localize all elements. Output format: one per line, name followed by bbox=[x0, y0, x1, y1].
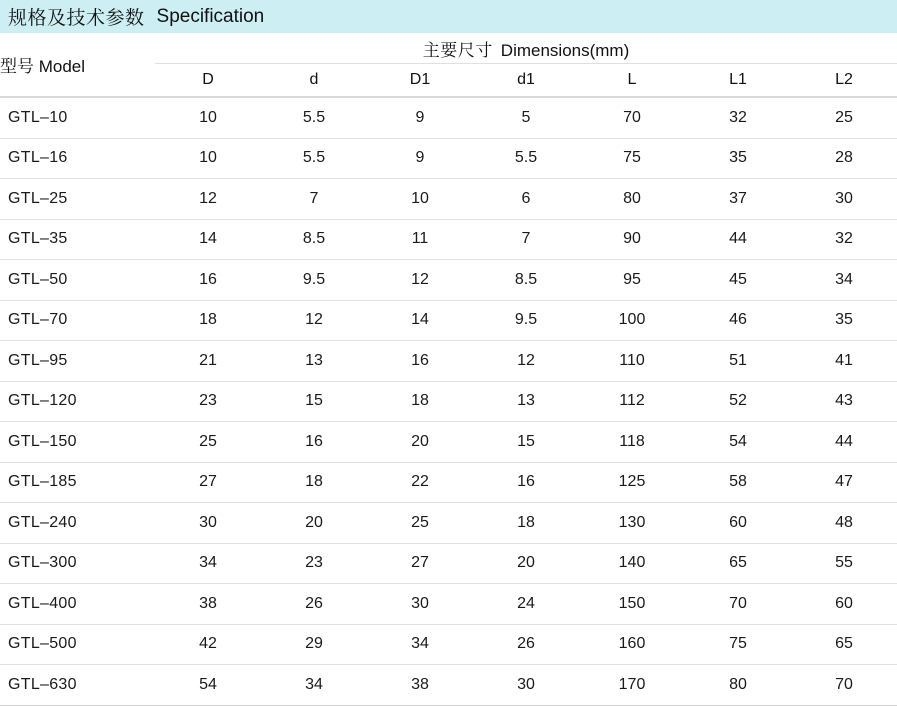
table-row bbox=[0, 381, 897, 422]
cell-L2: 34 bbox=[791, 260, 897, 301]
table-row bbox=[0, 341, 897, 382]
cell-D: 18 bbox=[155, 300, 261, 341]
cell-L2: 47 bbox=[791, 462, 897, 503]
cell-D1: 34 bbox=[367, 624, 473, 665]
cell-D: 38 bbox=[155, 584, 261, 625]
cell-model: GTL–400 bbox=[0, 584, 155, 625]
cell-L: 70 bbox=[579, 97, 685, 138]
cell-d1: 12 bbox=[473, 341, 579, 382]
cell-D: 54 bbox=[155, 665, 261, 706]
table-row bbox=[0, 422, 897, 463]
table-row bbox=[0, 624, 897, 665]
cell-D1: 25 bbox=[367, 503, 473, 544]
cell-L1: 58 bbox=[685, 462, 791, 503]
cell-d1: 18 bbox=[473, 503, 579, 544]
cell-L: 80 bbox=[579, 179, 685, 220]
column-header-dimensions bbox=[155, 33, 897, 64]
cell-L2: 35 bbox=[791, 300, 897, 341]
cell-L2: 44 bbox=[791, 422, 897, 463]
column-header-D1: D1 bbox=[367, 64, 473, 98]
table-row bbox=[0, 219, 897, 260]
cell-L2: 43 bbox=[791, 381, 897, 422]
cell-d1: 24 bbox=[473, 584, 579, 625]
cell-L2: 55 bbox=[791, 543, 897, 584]
column-header-model: 型号 Model bbox=[0, 33, 155, 97]
table-row bbox=[0, 138, 897, 179]
specification-table bbox=[0, 33, 897, 706]
cell-D1: 38 bbox=[367, 665, 473, 706]
cell-L1: 52 bbox=[685, 381, 791, 422]
cell-L: 160 bbox=[579, 624, 685, 665]
cell-D1: 27 bbox=[367, 543, 473, 584]
dimensions-label-chinese: 主要尺寸 bbox=[422, 40, 493, 60]
cell-model: GTL–300 bbox=[0, 543, 155, 584]
cell-d1: 7 bbox=[473, 219, 579, 260]
table-row bbox=[0, 462, 897, 503]
cell-D1: 30 bbox=[367, 584, 473, 625]
cell-d: 34 bbox=[261, 665, 367, 706]
cell-d: 7 bbox=[261, 179, 367, 220]
cell-d1: 9.5 bbox=[473, 300, 579, 341]
cell-d: 18 bbox=[261, 462, 367, 503]
cell-L1: 51 bbox=[685, 341, 791, 382]
cell-L1: 35 bbox=[685, 138, 791, 179]
cell-L2: 65 bbox=[791, 624, 897, 665]
table-row bbox=[0, 584, 897, 625]
cell-D1: 22 bbox=[367, 462, 473, 503]
cell-D: 42 bbox=[155, 624, 261, 665]
page-title-bar bbox=[0, 0, 897, 33]
column-header-d1: d1 bbox=[473, 64, 579, 98]
cell-L1: 32 bbox=[685, 97, 791, 138]
cell-L: 170 bbox=[579, 665, 685, 706]
cell-d1: 8.5 bbox=[473, 260, 579, 301]
cell-D: 14 bbox=[155, 219, 261, 260]
cell-L: 110 bbox=[579, 341, 685, 382]
cell-L1: 70 bbox=[685, 584, 791, 625]
table-row bbox=[0, 665, 897, 706]
cell-L1: 54 bbox=[685, 422, 791, 463]
cell-D: 10 bbox=[155, 97, 261, 138]
cell-model: GTL–120 bbox=[0, 381, 155, 422]
cell-L: 130 bbox=[579, 503, 685, 544]
cell-L2: 60 bbox=[791, 584, 897, 625]
cell-d1: 5.5 bbox=[473, 138, 579, 179]
cell-model: GTL–25 bbox=[0, 179, 155, 220]
cell-L2: 30 bbox=[791, 179, 897, 220]
dimensions-label-english: Dimensions(mm) bbox=[500, 40, 630, 60]
cell-L2: 48 bbox=[791, 503, 897, 544]
cell-d1: 20 bbox=[473, 543, 579, 584]
table-row bbox=[0, 543, 897, 584]
cell-d: 13 bbox=[261, 341, 367, 382]
cell-d1: 15 bbox=[473, 422, 579, 463]
cell-D1: 9 bbox=[367, 138, 473, 179]
cell-model: GTL–35 bbox=[0, 219, 155, 260]
page-title-english: Specification bbox=[156, 5, 265, 27]
cell-D1: 14 bbox=[367, 300, 473, 341]
cell-L1: 44 bbox=[685, 219, 791, 260]
cell-d: 29 bbox=[261, 624, 367, 665]
cell-d: 5.5 bbox=[261, 97, 367, 138]
cell-d: 20 bbox=[261, 503, 367, 544]
cell-d: 23 bbox=[261, 543, 367, 584]
cell-d: 15 bbox=[261, 381, 367, 422]
cell-model: GTL–70 bbox=[0, 300, 155, 341]
cell-model: GTL–185 bbox=[0, 462, 155, 503]
table-row bbox=[0, 260, 897, 301]
column-header-L1: L1 bbox=[685, 64, 791, 98]
cell-L: 90 bbox=[579, 219, 685, 260]
cell-L: 112 bbox=[579, 381, 685, 422]
cell-L1: 45 bbox=[685, 260, 791, 301]
cell-D: 25 bbox=[155, 422, 261, 463]
table-header bbox=[0, 33, 897, 97]
cell-model: GTL–16 bbox=[0, 138, 155, 179]
cell-model: GTL–150 bbox=[0, 422, 155, 463]
table-row bbox=[0, 503, 897, 544]
cell-L2: 28 bbox=[791, 138, 897, 179]
cell-model: GTL–630 bbox=[0, 665, 155, 706]
cell-model: GTL–95 bbox=[0, 341, 155, 382]
cell-d: 8.5 bbox=[261, 219, 367, 260]
cell-d1: 30 bbox=[473, 665, 579, 706]
cell-D: 12 bbox=[155, 179, 261, 220]
cell-L: 118 bbox=[579, 422, 685, 463]
cell-D: 16 bbox=[155, 260, 261, 301]
cell-D1: 18 bbox=[367, 381, 473, 422]
cell-d1: 16 bbox=[473, 462, 579, 503]
cell-D1: 9 bbox=[367, 97, 473, 138]
cell-D1: 20 bbox=[367, 422, 473, 463]
cell-d1: 6 bbox=[473, 179, 579, 220]
cell-D1: 12 bbox=[367, 260, 473, 301]
cell-L: 150 bbox=[579, 584, 685, 625]
cell-L2: 41 bbox=[791, 341, 897, 382]
table-row bbox=[0, 179, 897, 220]
cell-L1: 65 bbox=[685, 543, 791, 584]
table-header-row-top bbox=[0, 33, 897, 64]
column-header-D: D bbox=[155, 64, 261, 98]
cell-D: 23 bbox=[155, 381, 261, 422]
cell-D: 10 bbox=[155, 138, 261, 179]
column-header-d: d bbox=[261, 64, 367, 98]
cell-model: GTL–500 bbox=[0, 624, 155, 665]
cell-L1: 75 bbox=[685, 624, 791, 665]
cell-L2: 70 bbox=[791, 665, 897, 706]
cell-D1: 11 bbox=[367, 219, 473, 260]
cell-D1: 16 bbox=[367, 341, 473, 382]
cell-d: 26 bbox=[261, 584, 367, 625]
cell-L2: 32 bbox=[791, 219, 897, 260]
cell-L: 100 bbox=[579, 300, 685, 341]
cell-D: 30 bbox=[155, 503, 261, 544]
cell-D: 21 bbox=[155, 341, 261, 382]
cell-d: 12 bbox=[261, 300, 367, 341]
cell-D: 27 bbox=[155, 462, 261, 503]
cell-D: 34 bbox=[155, 543, 261, 584]
table-row bbox=[0, 97, 897, 138]
cell-model: GTL–50 bbox=[0, 260, 155, 301]
cell-model: GTL–10 bbox=[0, 97, 155, 138]
cell-L1: 80 bbox=[685, 665, 791, 706]
page-title-chinese: 规格及技术参数 bbox=[8, 8, 145, 29]
table-body bbox=[0, 97, 897, 705]
cell-D1: 10 bbox=[367, 179, 473, 220]
cell-L2: 25 bbox=[791, 97, 897, 138]
cell-d: 9.5 bbox=[261, 260, 367, 301]
cell-L: 75 bbox=[579, 138, 685, 179]
cell-model: GTL–240 bbox=[0, 503, 155, 544]
cell-L1: 46 bbox=[685, 300, 791, 341]
cell-d1: 13 bbox=[473, 381, 579, 422]
cell-d1: 26 bbox=[473, 624, 579, 665]
cell-L: 140 bbox=[579, 543, 685, 584]
table-row bbox=[0, 300, 897, 341]
cell-d1: 5 bbox=[473, 97, 579, 138]
cell-d: 16 bbox=[261, 422, 367, 463]
cell-L1: 60 bbox=[685, 503, 791, 544]
cell-L: 95 bbox=[579, 260, 685, 301]
cell-L1: 37 bbox=[685, 179, 791, 220]
cell-d: 5.5 bbox=[261, 138, 367, 179]
column-header-L2: L2 bbox=[791, 64, 897, 98]
column-header-L: L bbox=[579, 64, 685, 98]
cell-L: 125 bbox=[579, 462, 685, 503]
